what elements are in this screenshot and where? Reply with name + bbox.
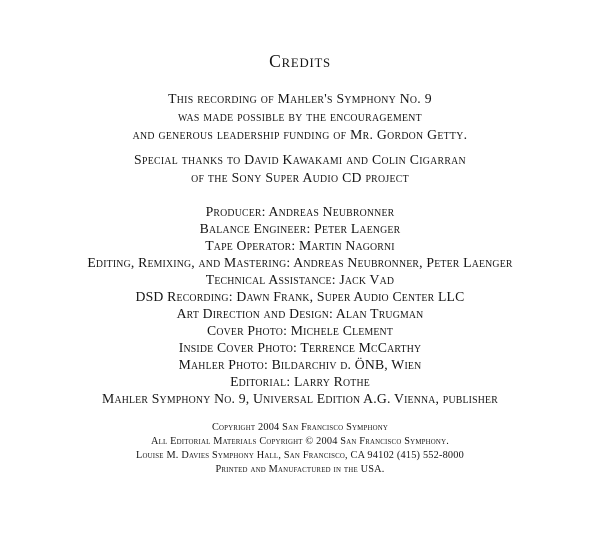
credit-balance-engineer: Balance Engineer: Peter Laenger <box>199 222 401 237</box>
credit-inside-cover-photo: Inside Cover Photo: Terrence McCarthy <box>178 341 422 356</box>
credit-editing-mastering: Editing, Remixing, and Mastering: Andreas Neubronner, Peter Laenger <box>87 256 513 271</box>
credit-cover-photo: Cover Photo: Michele Clement <box>206 324 394 339</box>
copyright-line: Copyright 2004 San Francisco Symphony <box>211 422 389 433</box>
credit-tape-operator: Tape Operator: Martin Nagorni <box>205 239 395 254</box>
credit-editorial: Editorial: Larry Rothe <box>230 375 370 390</box>
acknowledgement-line: This recording of Mahler's Symphony No. 9 <box>168 92 432 107</box>
thanks-line: Special thanks to David Kawakami and Colin Cigarran <box>134 153 466 168</box>
thanks-line: of the Sony Super Audio CD project <box>191 171 409 186</box>
acknowledgement-line: and generous leadership funding of Mr. Gordon Getty. <box>132 128 468 143</box>
page-title: Credits <box>269 51 331 71</box>
credit-technical-assistance: Technical Assistance: Jack Vad <box>205 273 395 288</box>
credit-dsd-recording: DSD Recording: Dawn Frank, Super Audio Center LLC <box>135 290 465 305</box>
credit-producer: Producer: Andreas Neubronner <box>205 205 395 220</box>
credit-mahler-photo: Mahler Photo: Bildarchiv d. ÖNB, Wien <box>178 358 422 373</box>
credit-publisher: Mahler Symphony No. 9, Universal Edition A.G. Vienna, publisher <box>102 392 498 407</box>
printed-line: Printed and Manufactured in the USA. <box>215 464 385 475</box>
credit-art-direction: Art Direction and Design: Alan Trugman <box>176 307 424 322</box>
address-line: Louise M. Davies Symphony Hall, San Francisco, CA 94102 (415) 552-8000 <box>136 450 464 461</box>
acknowledgement-line: was made possible by the encouragement <box>178 110 422 125</box>
editorial-copyright-line: All Editorial Materials Copyright © 2004 San Francisco Symphony. <box>150 436 449 447</box>
